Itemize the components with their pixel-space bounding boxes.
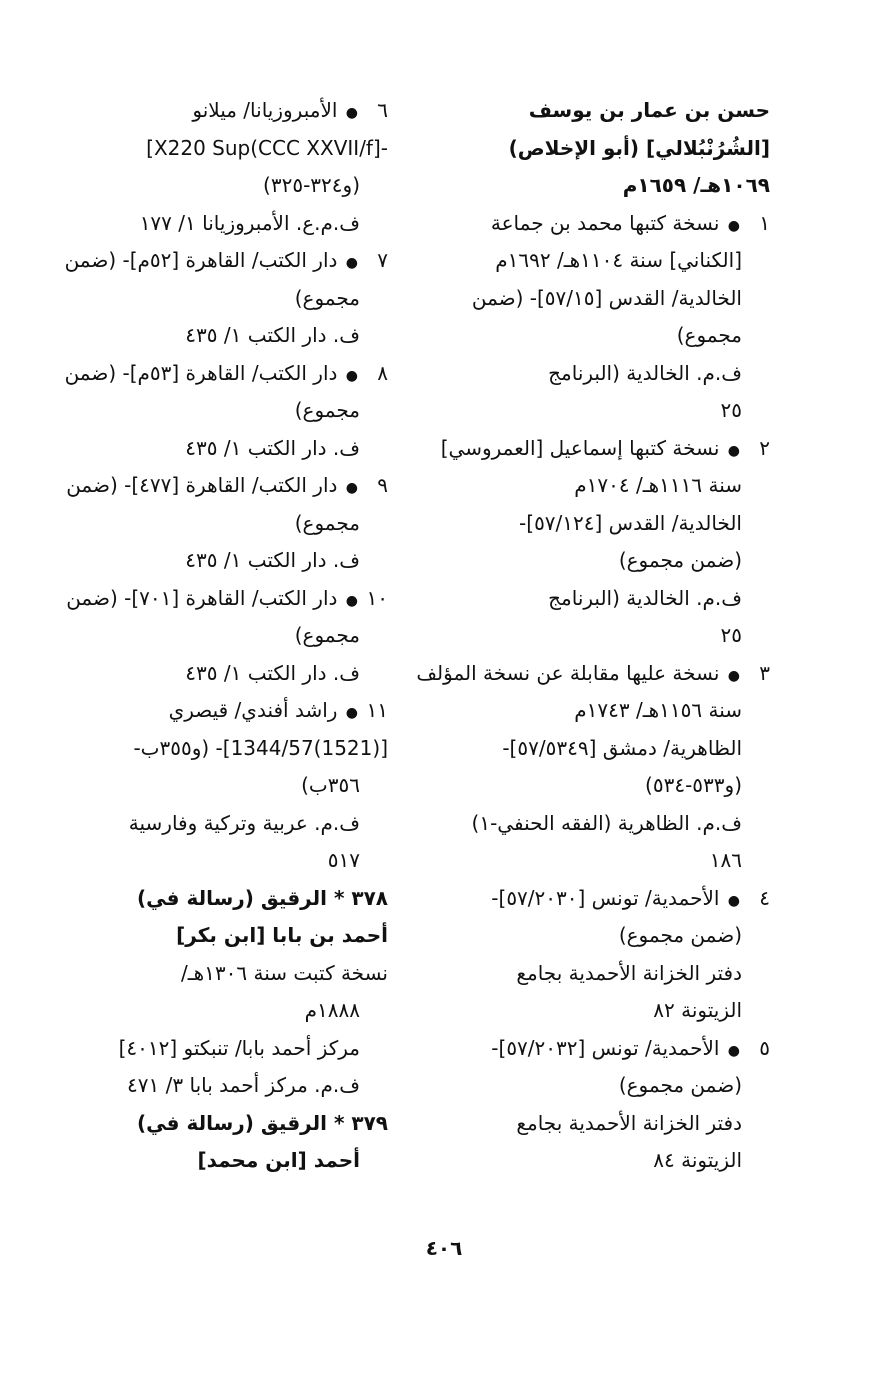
author-heading: أحمد [ابن محمد] [197,1148,360,1172]
entry-line: (و٥٣٣-٥٣٤) [645,773,742,797]
entry-number: ٧ [377,248,388,272]
entry-text: نسخة كتبها محمد بن جماعة [490,210,720,235]
page-number: ٤٠٦ [425,1236,463,1260]
entry-line: (و٣٢٤-٣٢٥) [263,173,360,197]
entry-line: ٣● نسخة عليها مقابلة عن نسخة المؤلف [425,655,770,693]
entry-line: -[X220 Sup(CCC XXVII/f] [146,135,388,160]
entry-number: ٦ [377,98,388,122]
entry-line: ف. دار الكتب ١/ ٤٣٥ [185,435,360,460]
entry-line: ف. دار الكتب ١/ ٤٣٥ [185,323,360,347]
author-heading: حسن بن عمار بن يوسف [528,98,770,122]
entry-line: الخالدية/ القدس [٥٧/١٢٤]- [519,510,742,535]
entry-text: الأحمدية/ تونس [٥٧/٢٠٣٠]- [491,885,720,910]
entry-text: راشد أفندي/ قيصري [168,698,338,722]
entry-number: ١٠ [366,585,388,610]
entry-line: مجموع) [294,398,360,422]
entry-line: ف.م. عربية وتركية وفارسية [128,810,360,835]
entry-line: ف.م. الظاهرية (الفقه الحنفي-١) [471,810,742,835]
entry-text: الأمبروزيانا/ ميلانو [192,98,338,122]
entry-line: مجموع) [294,510,360,535]
entry-line: ٢٥ [720,398,742,422]
entry-line: [الكناني] سنة ١١٠٤هـ/ ١٦٩٢م [495,248,742,272]
entry-line: ٢٥ [720,623,742,647]
author-nisba: [الشُرُنْبُلالي] (أبو الإخلاص) [508,135,770,160]
right-column [416,92,770,1180]
entry-line: ف. دار الكتب ١/ ٤٣٥ [185,660,360,685]
entry-line: ١٠● دار الكتب/ القاهرة [٧٠١]- (ضمن [38,580,388,618]
section-heading: ٣٧٩ * الرقيق (رسالة في) [137,1110,388,1135]
entry-line: ٧● دار الكتب/ القاهرة [٥٢م]- (ضمن [38,242,388,280]
entry-line: الزيتونة ٨٢ [653,998,742,1022]
entry-line: ٥١٧ [327,848,360,872]
entry-line: ٢● نسخة كتبها إسماعيل [العمروسي] [425,430,770,468]
entry-line: ٨● دار الكتب/ القاهرة [٥٣م]- (ضمن [38,355,388,393]
entry-number: ٥ [759,1035,770,1060]
author-death-date: ١٠٦٩هـ/ ١٦٥٩م [622,173,770,197]
entry-line: دفتر الخزانة الأحمدية بجامع [516,1110,742,1135]
entry-number: ٩ [377,473,388,497]
entry-line: مركز أحمد بابا/ تنبكتو [٤٠١٢] [118,1035,360,1060]
entry-line: [(1521)1344/57]- (و٣٥٥ب- [133,735,388,760]
section-heading: ٣٧٨ * الرقيق (رسالة في) [137,885,388,910]
entry-line: ف.م.ع. الأمبروزيانا ١/ ١٧٧ [139,210,360,235]
entry-line: نسخة كتبت سنة ١٣٠٦هـ/ [181,960,388,985]
entry-line: (ضمن مجموع) [618,1073,742,1097]
entry-line: ٣٥٦ب) [301,773,360,797]
entry-text: دار الكتب/ القاهرة [٥٣م]- (ضمن [64,360,338,385]
entry-line: ف. دار الكتب ١/ ٤٣٥ [185,548,360,572]
entry-line: الزيتونة ٨٤ [653,1148,742,1172]
entry-text: نسخة كتبها إسماعيل [العمروسي] [440,435,720,460]
entry-text: دار الكتب/ القاهرة [٧٠١]- (ضمن [66,585,338,610]
entry-number: ٢ [759,435,770,460]
entry-line: مجموع) [294,285,360,310]
entry-number: ٤ [759,885,770,910]
entry-line: ١٨٦ [709,848,742,872]
entry-number: ١ [759,210,770,235]
entry-line: ١● نسخة كتبها محمد بن جماعة [425,205,770,243]
entry-line: (ضمن مجموع) [618,923,742,947]
entry-line: الظاهرية/ دمشق [٥٧/٥٣٤٩]- [502,735,742,760]
entry-line: مجموع) [676,323,742,347]
entry-text: دار الكتب/ القاهرة [٤٧٧]- (ضمن [66,473,338,497]
entry-line: دفتر الخزانة الأحمدية بجامع [516,960,742,985]
entry-line: ١٨٨٨م [304,998,360,1022]
author-heading: أحمد بن بابا [ابن بكر] [176,923,388,947]
entry-line: ٤● الأحمدية/ تونس [٥٧/٢٠٣٠]- [425,880,770,918]
entry-line: ف.م. الخالدية (البرنامج [548,585,742,610]
entry-number: ٣ [759,660,770,685]
entry-line: (ضمن مجموع) [618,548,742,572]
entry-text: الأحمدية/ تونس [٥٧/٢٠٣٢]- [491,1035,720,1060]
entry-text: نسخة عليها مقابلة عن نسخة المؤلف [416,660,720,685]
entry-line: مجموع) [294,623,360,647]
entry-line: ف.م. مركز أحمد بابا ٣/ ٤٧١ [127,1073,360,1097]
entry-line: ٩● دار الكتب/ القاهرة [٤٧٧]- (ضمن [38,467,388,505]
entry-line: ١١● راشد أفندي/ قيصري [38,692,388,730]
entry-number: ١١ [366,698,388,722]
entry-line: ٥● الأحمدية/ تونس [٥٧/٢٠٣٢]- [425,1030,770,1068]
entry-line: سنة ١١٥٦هـ/ ١٧٤٣م [574,698,742,722]
entry-number: ٨ [377,360,388,385]
entry-line: سنة ١١١٦هـ/ ١٧٠٤م [574,473,742,497]
entry-line: ٦● الأمبروزيانا/ ميلانو [38,92,388,130]
entry-line: ف.م. الخالدية (البرنامج [548,360,742,385]
entry-text: دار الكتب/ القاهرة [٥٢م]- (ضمن [64,248,338,272]
entry-line: الخالدية/ القدس [٥٧/١٥]- (ضمن [471,285,742,310]
left-column [38,92,388,1180]
